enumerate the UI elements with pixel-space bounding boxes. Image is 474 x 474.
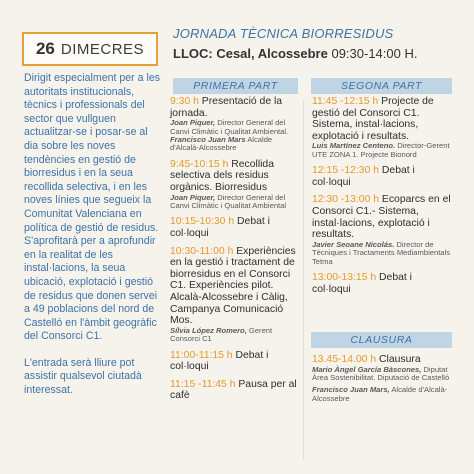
date-number: 26 xyxy=(35,39,55,58)
speaker-role: Diputat Àrea Sostenibilitat. Diputació de Castelló xyxy=(312,364,450,382)
event-venue xyxy=(173,46,417,61)
part-two-heading: SEGONA PART xyxy=(311,78,452,94)
item-time: 12:30 -13:00 h xyxy=(312,194,380,206)
item-title: Debat i col·loqui xyxy=(312,271,412,295)
item-speaker xyxy=(312,142,452,159)
column-divider xyxy=(303,100,304,460)
speaker-role-2: Alcalde d'Alcalà-Alcossebre xyxy=(170,135,273,153)
event-title: JORNADA TÈCNICA BIORRESIDUS xyxy=(173,26,394,41)
speaker-role: Gerent Consorci C1 xyxy=(170,325,273,344)
item-speaker xyxy=(170,327,298,344)
schedule-item xyxy=(170,350,298,373)
item-time: 9:30 h xyxy=(170,96,199,107)
schedule-item xyxy=(170,159,298,211)
closing-heading: CLAUSURA xyxy=(311,332,452,348)
speaker-role: Director-Gerent UTE ZONA 1. Projecte Bionord xyxy=(312,141,450,159)
venue-label: LLOC: Cesal, Alcossebre xyxy=(173,46,328,61)
speaker-role: Director General del Canvi Climàtic i Qualitat Ambiental xyxy=(170,192,287,210)
item-title: Pausa per al cafè xyxy=(170,378,297,402)
item-time: 11:45 -12:15 h xyxy=(312,96,379,107)
closing-list xyxy=(312,354,452,409)
speaker-role: Director de Tècniques i Tractaments Mediambientals Tetma xyxy=(312,239,451,266)
schedule-item xyxy=(170,379,298,402)
speaker-name-2: Francisco Juan Mars, xyxy=(312,385,390,395)
schedule-item xyxy=(312,165,452,188)
speaker-name: Mario Àngel García Bàscones, xyxy=(312,364,422,374)
item-time: 11:00-11:15 h xyxy=(170,349,233,361)
item-title: Ecoparcs en el Consorci C1.- Sistema, instal·lacions, explotació i resultats. xyxy=(312,194,451,241)
item-title: Debat i col·loqui xyxy=(170,349,269,373)
part-two-list xyxy=(312,96,452,301)
schedule-item xyxy=(312,354,452,403)
intro-paragraph-entry: L'entrada serà lliure pot assistir qualsevol ciutadà interessat. xyxy=(24,356,142,397)
date-weekday: DIMECRES xyxy=(60,40,145,58)
schedule-item xyxy=(312,272,452,295)
speaker-name: Joan Piquer, xyxy=(170,118,216,128)
item-time: 13.45-14.00 h xyxy=(312,354,377,365)
item-title: Clausura xyxy=(379,354,421,365)
item-time: 12:15 -12:30 h xyxy=(312,165,380,177)
schedule-item xyxy=(170,246,298,344)
schedule-item xyxy=(312,96,452,159)
speaker-name: Joan Piquer, xyxy=(170,192,216,202)
item-time: 11:15 -11:45 h xyxy=(170,378,236,390)
part-one-list xyxy=(170,96,298,408)
intro-text xyxy=(24,72,164,411)
item-speaker-2 xyxy=(312,386,452,403)
item-title: Recollida selectiva dels residus orgànics. Biorresidus xyxy=(170,158,274,193)
item-speaker xyxy=(170,194,298,211)
item-speaker xyxy=(312,366,452,383)
part-one-heading: PRIMERA PART xyxy=(173,78,298,94)
item-title: Debat i col·loqui xyxy=(312,165,415,188)
item-time: 13:00-13:15 h xyxy=(312,271,377,283)
item-time: 10:15-10:30 h xyxy=(170,216,235,228)
item-title: Experiències en la gestió i tractament de biorresidus en el Consorci C1. Experiències pilot. Alcalà-Alcossebre i Càlig, Campanya Comunicació Mos. xyxy=(170,245,296,327)
item-title: Debat i col·loqui xyxy=(170,216,270,239)
item-speaker xyxy=(312,241,452,266)
intro-paragraph: Dirigit especialment per a les autoritats institucionals, tècnics i professionals del sector que vullguen actualitzar-se i posar-se al dia sobre les noves tendències en gestió de biorresidus i en la seua recollida selectiva, i en les noves línies que segueix la Comunitat Valenciana en política de gestió de residus. S'aprofitarà per a aprofundir en la realitat de les instal·lacions, la seua ubicació, explotació i gestió de residus que donen servei a 49 poblacions del nord de Castelló en l'àmbit geogràfic del Consorci C1. xyxy=(24,72,161,343)
item-title: Projecte de gestió del Consorci C1. Sistema, instal·lacions, explotació i resultats. xyxy=(312,96,434,142)
schedule-item xyxy=(312,194,452,266)
item-time: 10:30-11:00 h xyxy=(170,245,234,257)
speaker-role: Director General del Canvi Climàtic i Qualitat Ambiental. xyxy=(170,118,289,136)
item-speaker xyxy=(170,119,298,153)
schedule-item xyxy=(170,216,298,239)
schedule-item xyxy=(170,96,298,153)
speaker-name-2: Francisco Juan Mars xyxy=(170,135,246,144)
speaker-name: Sílvia López Romero, xyxy=(170,325,247,335)
speaker-role-2: Alcalde d'Alcalà-Alcossebre xyxy=(312,385,448,403)
date-badge xyxy=(22,32,158,66)
item-title: Presentació de la jornada. xyxy=(170,96,283,119)
speaker-name: Javier Seoane Nicolás. xyxy=(312,239,395,249)
speaker-name: Luis Martínez Centeno. xyxy=(312,141,396,151)
venue-time: 09:30-14:00 H. xyxy=(327,46,418,61)
item-time: 9:45-10:15 h xyxy=(170,158,229,170)
